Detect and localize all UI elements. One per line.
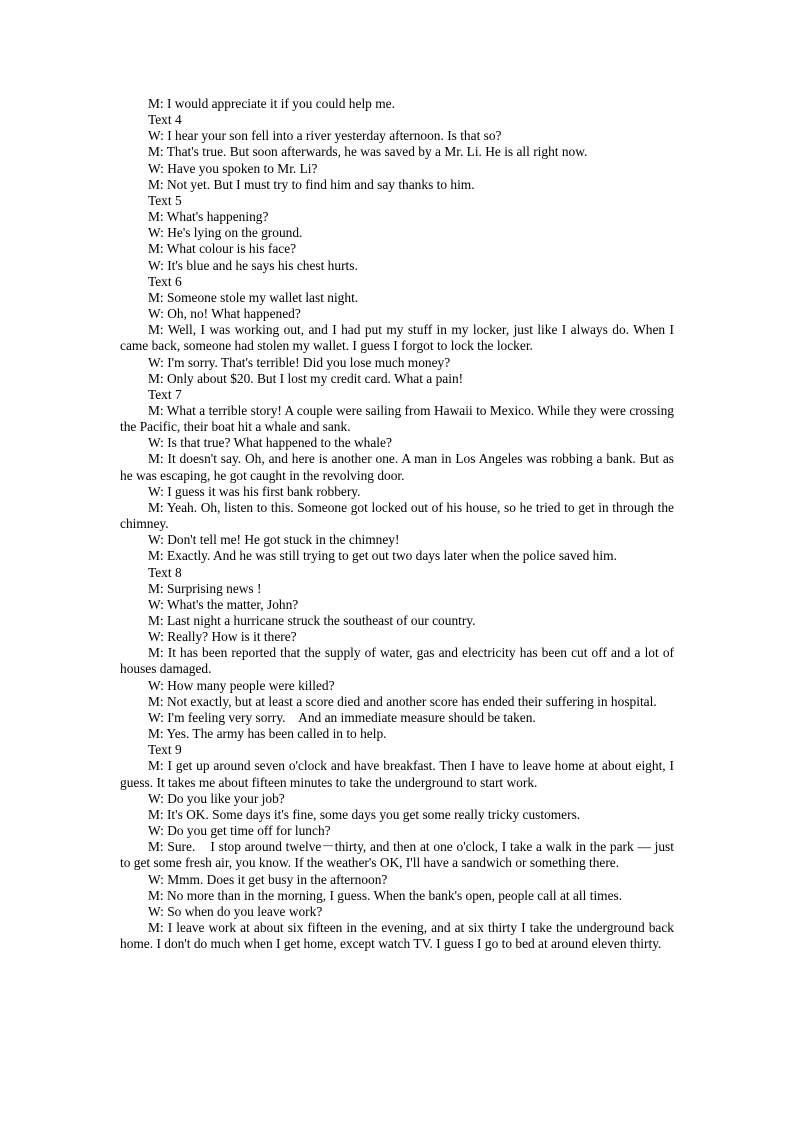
dialogue-line: W: Don't tell me! He got stuck in the chimney! bbox=[148, 532, 400, 548]
section-heading: Text 7 bbox=[148, 386, 182, 402]
dialogue-line: W: How many people were killed? bbox=[148, 677, 335, 693]
dialogue-line: M: Last night a hurricane struck the southeast of our country. bbox=[148, 613, 476, 628]
dialogue-line: W: Do you like your job? bbox=[148, 790, 285, 806]
dialogue-line: W: I hear your son fell into a river yesterday afternoon. Is that so? bbox=[148, 128, 502, 144]
dialogue-line: W: Is that true? What happened to the whale? bbox=[148, 435, 392, 451]
dialogue-line: M: Someone stole my wallet last night. bbox=[148, 289, 359, 305]
dialogue-line: W: Really? How is it there? bbox=[148, 629, 297, 645]
dialogue-line: M: Only about $20. But I lost my credit card. What a pain! bbox=[148, 370, 464, 386]
dialogue-line: W: Mmm. Does it get busy in the afternoon? bbox=[148, 871, 388, 887]
dialogue-line: M: Exactly. And he was still trying to get out two days later when the police saved him. bbox=[148, 548, 617, 564]
dialogue-line: M: Yeah. Oh, listen to this. Someone got locked out of his house, so he tried to get in through the chimney. bbox=[120, 499, 678, 532]
section-heading: Text 8 bbox=[148, 564, 182, 580]
dialogue-line: M: Well, I was working out, and I had put my stuff in my locker, just like I always do. When I came back, someone had stolen my wallet. I guess I forgot to lock the locker. bbox=[120, 322, 678, 354]
section-heading: Text 5 bbox=[148, 192, 182, 208]
dialogue-line: M: It doesn't say. Oh, and here is another one. A man in Los Angeles was robbing a bank. But as he was escaping, he got caught in the revolving door. bbox=[120, 451, 678, 483]
dialogue-line: M: What's happening? bbox=[148, 209, 269, 225]
dialogue-line: M: I leave work at about six fifteen in the evening, and at six thirty I take the underground back home. I don't do much when I get home, except watch TV. I guess I go to bed at around eleven thirty. bbox=[120, 919, 678, 952]
dialogue-line: M: Not yet. But I must try to find him and say thanks to him. bbox=[148, 176, 475, 192]
document-page bbox=[120, 96, 678, 952]
dialogue-line: M: Yes. The army has been called in to help. bbox=[148, 726, 387, 742]
dialogue-line: W: What's the matter, John? bbox=[148, 596, 299, 612]
dialogue-line: M: That's true. But soon afterwards, he was saved by a Mr. Li. He is all right now. bbox=[148, 144, 588, 160]
dialogue-line: W: I'm feeling very sorry. And an immediate measure should be taken. bbox=[148, 709, 536, 725]
dialogue-line: M: Not exactly, but at least a score died and another score has ended their suffering in hospital. bbox=[148, 693, 657, 709]
dialogue-line: M: Sure. I stop around twelve－thirty, and then at one o'clock, I take a walk in the park — just to get some fresh air, you know. If the weather's OK, I'll have a sandwich or something there. bbox=[120, 839, 678, 871]
dialogue-line: M: What colour is his face? bbox=[148, 241, 297, 257]
dialogue-line: M: I get up around seven o'clock and have breakfast. Then I have to leave home at about eight, I guess. It takes me about fifteen minutes to take the underground to start work. bbox=[120, 758, 678, 790]
dialogue-line: M: It has been reported that the supply of water, gas and electricity has been cut off and a lot of houses damaged. bbox=[120, 645, 678, 677]
section-heading: Text 9 bbox=[148, 742, 182, 758]
dialogue-line: W: He's lying on the ground. bbox=[148, 225, 303, 241]
dialogue-line: W: It's blue and he says his chest hurts. bbox=[148, 257, 358, 273]
section-heading: Text 4 bbox=[148, 112, 182, 128]
dialogue-line: M: No more than in the morning, I guess. When the bank's open, people call at all times. bbox=[148, 887, 623, 903]
dialogue-line: M: What a terrible story! A couple were sailing from Hawaii to Mexico. While they were crossing the Pacific, their boat hit a whale and sank. bbox=[120, 402, 678, 435]
dialogue-line: W: Have you spoken to Mr. Li? bbox=[148, 160, 318, 176]
dialogue-line: M: I would appreciate it if you could help me. bbox=[148, 96, 395, 111]
dialogue-line: W: Oh, no! What happened? bbox=[148, 306, 301, 322]
dialogue-line: W: So when do you leave work? bbox=[148, 903, 323, 919]
dialogue-line: M: It's OK. Some days it's fine, some days you get some really tricky customers. bbox=[148, 806, 581, 822]
section-heading: Text 6 bbox=[148, 273, 182, 289]
dialogue-line: M: Surprising news ! bbox=[148, 580, 262, 596]
dialogue-line: W: I'm sorry. That's terrible! Did you lose much money? bbox=[148, 354, 451, 370]
dialogue-line: W: Do you get time off for lunch? bbox=[148, 823, 331, 839]
dialogue-line: W: I guess it was his first bank robbery. bbox=[148, 483, 361, 499]
